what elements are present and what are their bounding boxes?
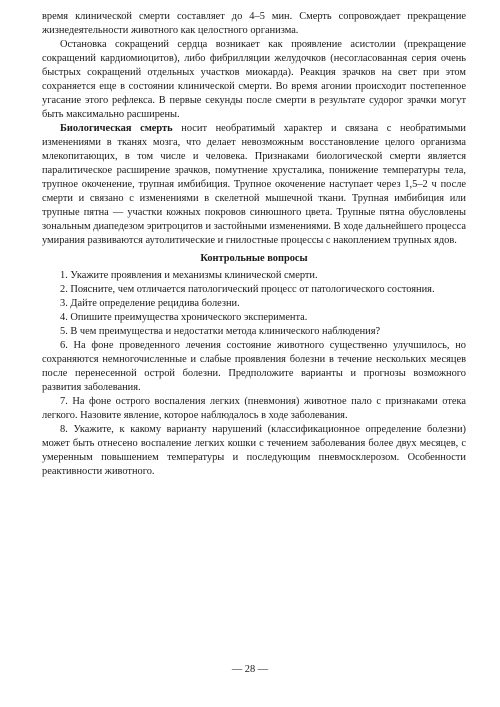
body-text	[42, 10, 466, 479]
question-item: 6. На фоне проведенного лечения состояние животного существенно улучшилось, но сохраняются немногочисленные и слабые проявления болезни в течение нескольких месяцев после перенесенной острой болезни. Предположите варианты и прогнозы возможного развития заболевания.	[42, 340, 466, 393]
page-number: — 28 —	[231, 664, 269, 675]
term-biological-death: Биологическая смерть	[60, 123, 173, 134]
paragraph: время клинической смерти составляет до 4–5 мин. Смерть сопровождает прекращение жизнедеятельности животного как целостного организма.	[42, 11, 466, 36]
question-item: 1. Укажите проявления и механизмы клинической смерти.	[60, 270, 318, 281]
question-item: 3. Дайте определение рецидива болезни.	[60, 298, 240, 309]
section-heading: Контрольные вопросы	[200, 253, 308, 264]
biological-death-paragraph	[42, 122, 466, 248]
question-item: 5. В чем преимущества и недостатки метода клинического наблюдения?	[60, 326, 381, 337]
question-item: 4. Опишите преимущества хронического эксперимента.	[60, 312, 308, 323]
paragraph: Остановка сокращений сердца возникает как проявление асистолии (прекращение сокращений кардиомиоцитов), либо фибрилляции желудочков (несогласованная серия очень быстрых сокращений отдельных участков миокарда). Реакция зрачков на свет при этом сохраняется еще в состоянии клинической смерти. Во время агонии происходит постепенное угасание этого рефлекса. В первые секунды после смерти в результате судорог зрачки могут быть максимально расширены.	[42, 39, 466, 120]
question-item: 2. Поясните, чем отличается патологический процесс от патологического состояния.	[60, 284, 435, 295]
paragraph-text: носит необратимый характер и связана с необратимыми изменениями в тканях мозга, что делает невозможным восстановление целого организма млекопитающих, в том числе и человека. Признаками биологической смерти является паралитическое расширение зрачков, помутнение хрусталика, понижение температуры тела, трупное окоченение, трупная имбибиция. Трупное окоченение наступает через 1,5–2 ч после смерти и связано с изменениями в скелетной мышечной ткани. Трупная имбибиция или трупные пятна — участки кожных покровов синюшного цвета. Трупные пятна обусловлены зональным диапедезом эритроцитов и застойными изменениями. В ходе дальнейшего процесса умирания развиваются аутолитические и гнилостные процессы с накоплением трупных ядов.	[42, 123, 466, 246]
question-item: 8. Укажите, к какому варианту нарушений (классификационное определение болезни) может быть отнесено воспаление легких кошки с течением заболевания более двух месяцев, с умеренным повышением температуры и последующим пневмосклерозом. Особенности реактивности животного.	[42, 424, 466, 477]
question-item: 7. На фоне острого воспаления легких (пневмония) животное пало с признаками отека легкого. Назовите явление, которое наблюдалось в ходе заболевания.	[42, 396, 466, 421]
